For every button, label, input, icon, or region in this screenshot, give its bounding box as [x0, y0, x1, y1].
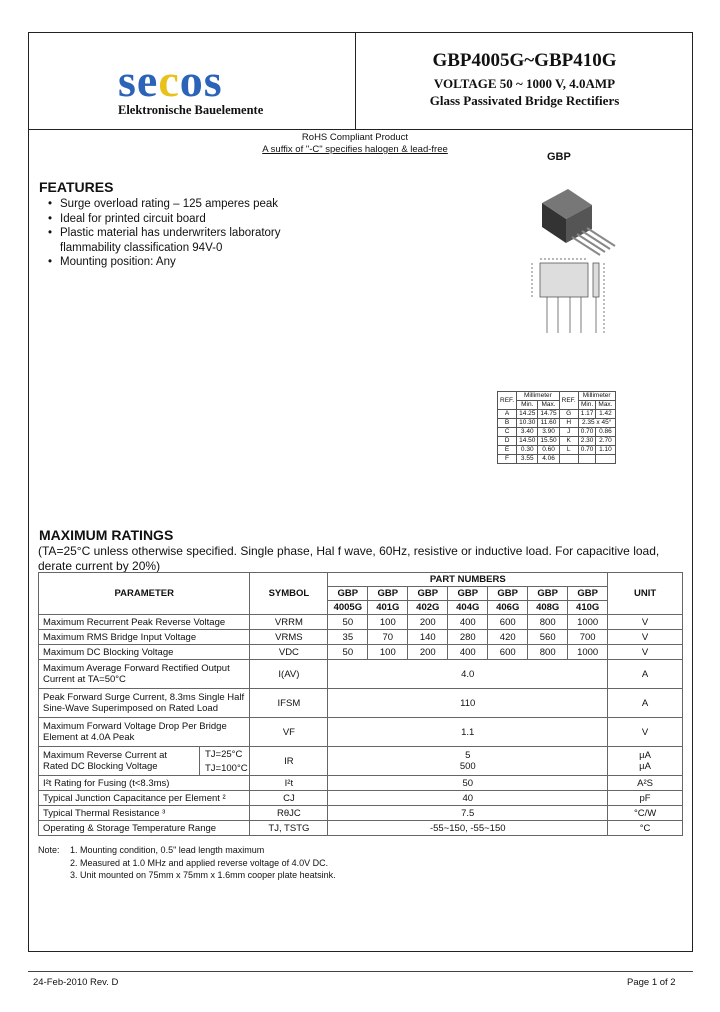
- table-cell: B: [498, 419, 517, 428]
- table-cell: [559, 455, 578, 464]
- feature-item: • Ideal for printed circuit board: [48, 212, 330, 227]
- table-cell: 800: [528, 615, 568, 630]
- table-cell: 14.50: [517, 437, 538, 446]
- table-cell: Typical Thermal Resistance ³: [39, 806, 250, 821]
- part-header: GBP: [408, 587, 448, 601]
- package-drawing: [520, 175, 640, 345]
- features-list: [48, 197, 330, 270]
- table-cell: 800: [528, 645, 568, 660]
- table-cell: 1.1: [328, 718, 608, 747]
- part-number: 401G: [368, 601, 408, 615]
- table-cell: 0.70: [578, 446, 596, 455]
- table-cell: 1.17: [578, 410, 596, 419]
- dim-row: [498, 419, 616, 428]
- brand-subtitle: Elektronische Bauelemente: [118, 103, 264, 117]
- note-3: 3. Unit mounted on 75mm x 75mm x 1.6mm cooper plate heatsink.: [70, 870, 336, 880]
- table-cell: G: [559, 410, 578, 419]
- footer-date: 24-Feb-2010 Rev. D: [33, 977, 119, 988]
- table-cell: A²S: [608, 776, 683, 791]
- table-cell: C: [498, 428, 517, 437]
- part-header: GBP: [488, 587, 528, 601]
- dim-row: [498, 455, 616, 464]
- dim-max-header: Max.: [538, 401, 559, 410]
- table-cell: 2.35 x 45°: [578, 419, 615, 428]
- dim-row: [498, 446, 616, 455]
- table-cell: Maximum Recurrent Peak Reverse Voltage: [39, 615, 250, 630]
- dim-mm-header: Millimeter: [517, 392, 560, 401]
- dim-row: [498, 428, 616, 437]
- part-number: 402G: [408, 601, 448, 615]
- table-row: [39, 630, 683, 645]
- table-cell: 0.60: [538, 446, 559, 455]
- dimension-table: [497, 391, 616, 464]
- dim-ref-header: REF.: [498, 392, 517, 410]
- feature-item: • Mounting position: Any: [48, 255, 330, 270]
- table-cell: VDC: [250, 645, 328, 660]
- table-cell: 2.30: [578, 437, 596, 446]
- table-cell: 700: [568, 630, 608, 645]
- halogen-note: A suffix of "-C" specifies halogen & lead-free: [262, 144, 448, 155]
- part-number: 4005G: [328, 601, 368, 615]
- table-cell: °C/W: [608, 806, 683, 821]
- table-cell: V: [608, 645, 683, 660]
- col-unit: UNIT: [608, 573, 683, 615]
- part-header: GBP: [328, 587, 368, 601]
- table-row: [39, 806, 683, 821]
- note-2: 2. Measured at 1.0 MHz and applied reverse voltage of 4.0V DC.: [70, 857, 329, 868]
- table-cell: 11.60: [538, 419, 559, 428]
- table-cell: I²t Rating for Fusing (t<8.3ms): [39, 776, 250, 791]
- table-cell: 140: [408, 630, 448, 645]
- part-number: 406G: [488, 601, 528, 615]
- table-cell: 0.30: [517, 446, 538, 455]
- table-cell: 400: [448, 645, 488, 660]
- table-cell: TJ, TSTG: [250, 821, 328, 836]
- features-heading: FEATURES: [39, 179, 114, 195]
- ratings-condition: (TA=25°C unless otherwise specified. Single phase, Hal f wave, 60Hz, resistive or inductive load. For capacitive load, derate current by 20%): [38, 544, 660, 573]
- table-cell: F: [498, 455, 517, 464]
- table-cell: [596, 455, 615, 464]
- table-cell: A: [498, 410, 517, 419]
- table-cell: Maximum Forward Voltage Drop Per Bridge Element at 4.0A Peak: [39, 718, 250, 747]
- part-number: 408G: [528, 601, 568, 615]
- table-cell: Typical Junction Capacitance per Element ²: [39, 791, 250, 806]
- table-cell: 100: [368, 645, 408, 660]
- col-part-numbers: PART NUMBERS: [328, 573, 608, 587]
- table-cell: 0.86: [596, 428, 615, 437]
- table-cell: 560: [528, 630, 568, 645]
- table-cell: H: [559, 419, 578, 428]
- ratings-heading: MAXIMUM RATINGS: [39, 527, 174, 543]
- dim-mm-header: Millimeter: [578, 392, 615, 401]
- package-label: GBP: [547, 151, 571, 163]
- product-voltage: VOLTAGE 50 ~ 1000 V, 4.0AMP: [433, 76, 616, 91]
- table-cell: RθJC: [250, 806, 328, 821]
- dim-row: [498, 410, 616, 419]
- table-cell: 14.75: [538, 410, 559, 419]
- table-cell: VRRM: [250, 615, 328, 630]
- table-cell: 420: [488, 630, 528, 645]
- part-number: 404G: [448, 601, 488, 615]
- table-cell: K: [559, 437, 578, 446]
- ratings-table: [38, 572, 683, 836]
- table-cell: 280: [448, 630, 488, 645]
- table-cell: 15.50: [538, 437, 559, 446]
- table-cell: E: [498, 446, 517, 455]
- table-cell: pF: [608, 791, 683, 806]
- package-outline-icon: [532, 259, 604, 333]
- table-cell: -55~150, -55~150: [328, 821, 608, 836]
- table-cell: A: [608, 689, 683, 718]
- table-cell: 0.70: [578, 428, 596, 437]
- brand-logo: secos: [118, 55, 223, 106]
- table-cell: CJ: [250, 791, 328, 806]
- table-cell: Maximum Reverse Current at Rated DC Blocking Voltage TJ=25°C TJ=100°C: [39, 747, 250, 776]
- product-description: Glass Passivated Bridge Rectifiers: [429, 93, 620, 108]
- table-cell: 600: [488, 645, 528, 660]
- table-cell: 50: [328, 615, 368, 630]
- part-header: GBP: [368, 587, 408, 601]
- table-row: [39, 821, 683, 836]
- table-cell: A: [608, 660, 683, 689]
- part-header: GBP: [528, 587, 568, 601]
- table-cell: 200: [408, 645, 448, 660]
- dim-row: [498, 437, 616, 446]
- table-cell: 50: [328, 776, 608, 791]
- table-cell: 35: [328, 630, 368, 645]
- table-cell: V: [608, 615, 683, 630]
- table-cell: 1000: [568, 645, 608, 660]
- part-header: GBP: [568, 587, 608, 601]
- part-number: 410G: [568, 601, 608, 615]
- table-row: [39, 660, 683, 689]
- table-cell: Maximum Average Forward Rectified Output Current at TA=50°C: [39, 660, 250, 689]
- notes: [38, 844, 336, 882]
- table-cell: 4.06: [538, 455, 559, 464]
- dim-ref-header: REF.: [559, 392, 578, 410]
- table-cell: 40: [328, 791, 608, 806]
- table-cell: VRMS: [250, 630, 328, 645]
- col-symbol: SYMBOL: [250, 573, 328, 615]
- feature-item: • Plastic material has underwriters laboratory flammability classification 94V-0: [48, 226, 330, 255]
- rohs-line: RoHS Compliant Product: [301, 132, 409, 143]
- table-cell: L: [559, 446, 578, 455]
- table-row: [39, 747, 683, 776]
- table-cell: Maximum RMS Bridge Input Voltage: [39, 630, 250, 645]
- footer-page: Page 1 of 2: [627, 977, 676, 988]
- table-row: [39, 689, 683, 718]
- dim-min-header: Min.: [578, 401, 596, 410]
- table-cell: 4.0: [328, 660, 608, 689]
- table-cell: IFSM: [250, 689, 328, 718]
- footer-divider: [28, 971, 693, 972]
- table-cell: 600: [488, 615, 528, 630]
- table-cell: 200: [408, 615, 448, 630]
- table-cell: Operating & Storage Temperature Range: [39, 821, 250, 836]
- table-cell: [578, 455, 596, 464]
- table-cell: µA µA: [608, 747, 683, 776]
- table-row: [39, 615, 683, 630]
- table-row: [39, 718, 683, 747]
- table-cell: I(AV): [250, 660, 328, 689]
- table-cell: 3.90: [538, 428, 559, 437]
- table-row: [39, 791, 683, 806]
- table-cell: IR: [250, 747, 328, 776]
- table-cell: 1.10: [596, 446, 615, 455]
- note-1: 1. Mounting condition, 0.5" lead length maximum: [70, 845, 265, 855]
- feature-item: • Surge overload rating – 125 amperes peak: [48, 197, 330, 212]
- product-title: GBP4005G~GBP410G: [432, 50, 617, 71]
- table-cell: 400: [448, 615, 488, 630]
- table-cell: 1000: [568, 615, 608, 630]
- table-cell: 5 500: [328, 747, 608, 776]
- part-header: GBP: [448, 587, 488, 601]
- table-cell: V: [608, 718, 683, 747]
- table-cell: 2.70: [596, 437, 615, 446]
- table-cell: J: [559, 428, 578, 437]
- table-cell: 3.40: [517, 428, 538, 437]
- table-cell: 70: [368, 630, 408, 645]
- table-cell: 14.25: [517, 410, 538, 419]
- table-cell: 100: [368, 615, 408, 630]
- col-parameter: PARAMETER: [39, 573, 250, 615]
- table-cell: V: [608, 630, 683, 645]
- table-cell: 10.30: [517, 419, 538, 428]
- table-cell: °C: [608, 821, 683, 836]
- table-cell: 110: [328, 689, 608, 718]
- dim-max-header: Max.: [596, 401, 615, 410]
- table-cell: 7.5: [328, 806, 608, 821]
- table-row: [39, 776, 683, 791]
- table-cell: 1.42: [596, 410, 615, 419]
- package-3d-icon: [542, 189, 615, 255]
- table-cell: 50: [328, 645, 368, 660]
- table-cell: VF: [250, 718, 328, 747]
- dim-min-header: Min.: [517, 401, 538, 410]
- table-row: [39, 645, 683, 660]
- table-cell: Peak Forward Surge Current, 8.3ms Single Half Sine-Wave Superimposed on Rated Load: [39, 689, 250, 718]
- table-cell: D: [498, 437, 517, 446]
- notes-label: Note:: [38, 845, 60, 855]
- table-cell: Maximum DC Blocking Voltage: [39, 645, 250, 660]
- table-cell: I²t: [250, 776, 328, 791]
- table-cell: 3.55: [517, 455, 538, 464]
